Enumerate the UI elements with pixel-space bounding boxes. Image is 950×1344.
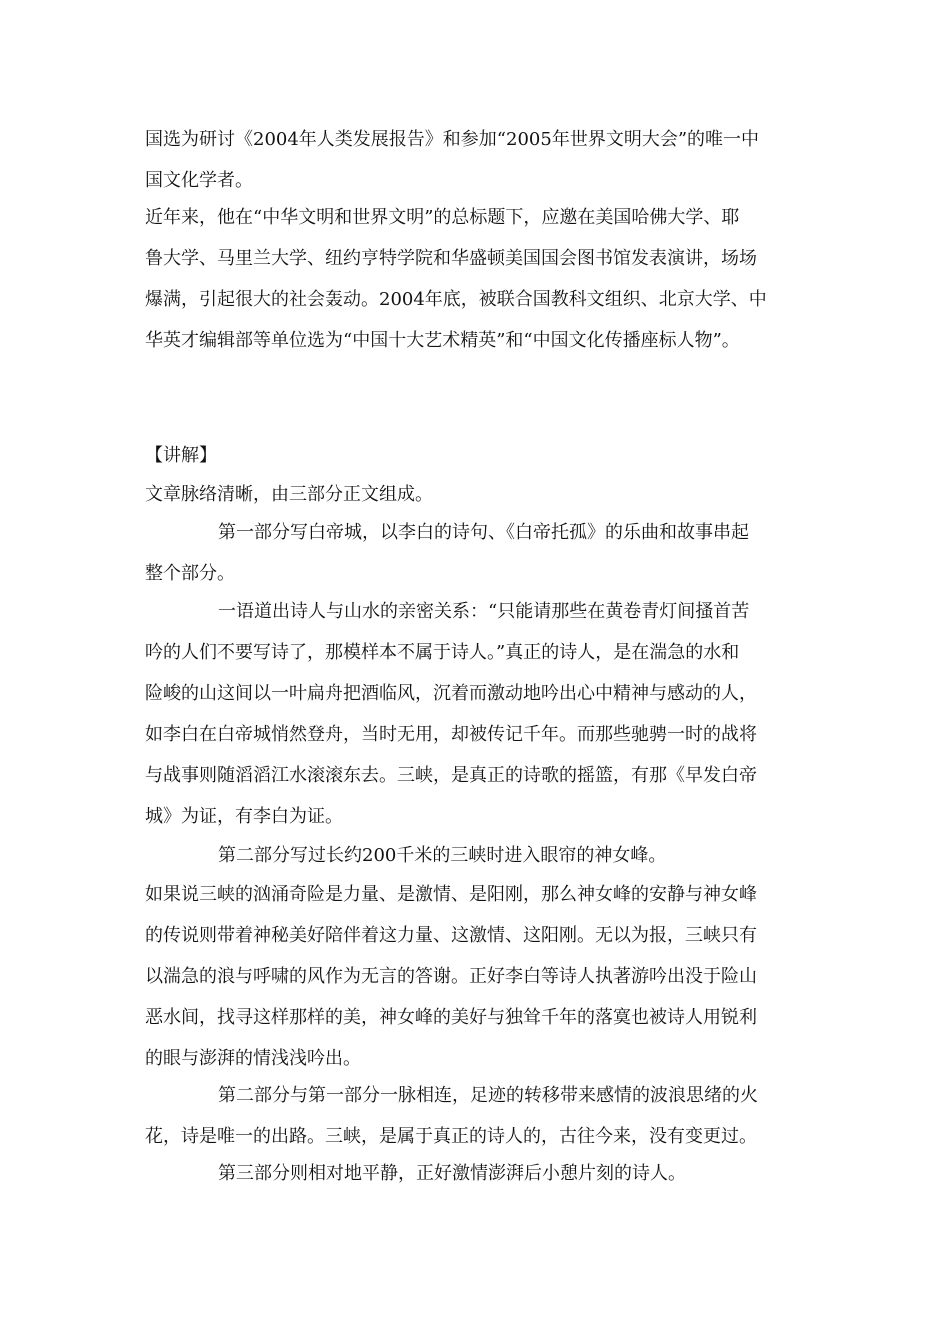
paragraph-line: 第三部分则相对地平静，正好激情澎湃后小憩片刻的诗人。 [218,1163,686,1184]
paragraph-line: 如李白在白帝城悄然登舟，当时无用，却被传记千年。而那些驰骋一时的战将 [145,724,757,745]
paragraph-line: 花，诗是唯一的出路。三峡，是属于真正的诗人的，古往今来，没有变更过。 [145,1126,757,1147]
paragraph-line: 险峻的山这间以一叶扁舟把酒临风，沉着而激动地吟出心中精神与感动的人， [145,683,757,704]
paragraph-line: 近年来，他在“中华文明和世界文明”的总标题下，应邀在美国哈佛大学、耶 [145,207,740,228]
paragraph-line: 爆满，引起很大的社会轰动。2004年底，被联合国教科文组织、北京大学、中 [145,289,767,310]
paragraph-line: 一语道出诗人与山水的亲密关系：“只能请那些在黄卷青灯间搔首苦 [218,601,750,622]
paragraph-line: 第二部分与第一部分一脉相连，足迹的转移带来感情的波浪思绪的火 [218,1085,758,1106]
paragraph-line: 鲁大学、马里兰大学、纽约亨特学院和华盛顿美国国会图书馆发表演讲，场场 [145,248,757,269]
intro-line: 文章脉络清晰，由三部分正文组成。 [145,484,433,505]
section-heading: 【讲解】 [145,445,217,466]
paragraph-line: 恶水间，找寻这样那样的美，神女峰的美好与独耸千年的落寞也被诗人用锐利 [145,1007,757,1028]
paragraph-line: 如果说三峡的汹涌奇险是力量、是激情、是阳刚，那么神女峰的安静与神女峰 [145,884,757,905]
paragraph-line: 第一部分写白帝城，以李白的诗句、《白帝托孤》的乐曲和故事串起 [218,522,749,543]
paragraph-line: 城》为证，有李白为证。 [145,806,343,827]
paragraph-line: 吟的人们不要写诗了，那模样本不属于诗人。”真正的诗人，是在湍急的水和 [145,642,740,663]
paragraph-line: 整个部分。 [145,563,235,584]
paragraph-line: 的传说则带着神秘美好陪伴着这力量、这激情、这阳刚。无以为报，三峡只有 [145,925,757,946]
paragraph-line: 的眼与澎湃的情浅浅吟出。 [145,1048,361,1069]
paragraph-line: 华英才编辑部等单位选为“中国十大艺术精英”和“中国文化传播座标人物”。 [145,330,740,351]
paragraph-line: 与战事则随滔滔江水滚滚东去。三峡，是真正的诗歌的摇篮，有那《早发白帝 [145,765,757,786]
paragraph-line: 国选为研讨《2004年人类发展报告》和参加“2005年世界文明大会”的唯一中 [145,129,760,150]
paragraph-line: 第二部分写过长约200千米的三峡时进入眼帘的神女峰。 [218,845,667,866]
paragraph-line: 以湍急的浪与呼啸的风作为无言的答谢。正好李白等诗人执著游吟出没于险山 [145,966,757,987]
paragraph-line: 国文化学者。 [145,170,253,191]
